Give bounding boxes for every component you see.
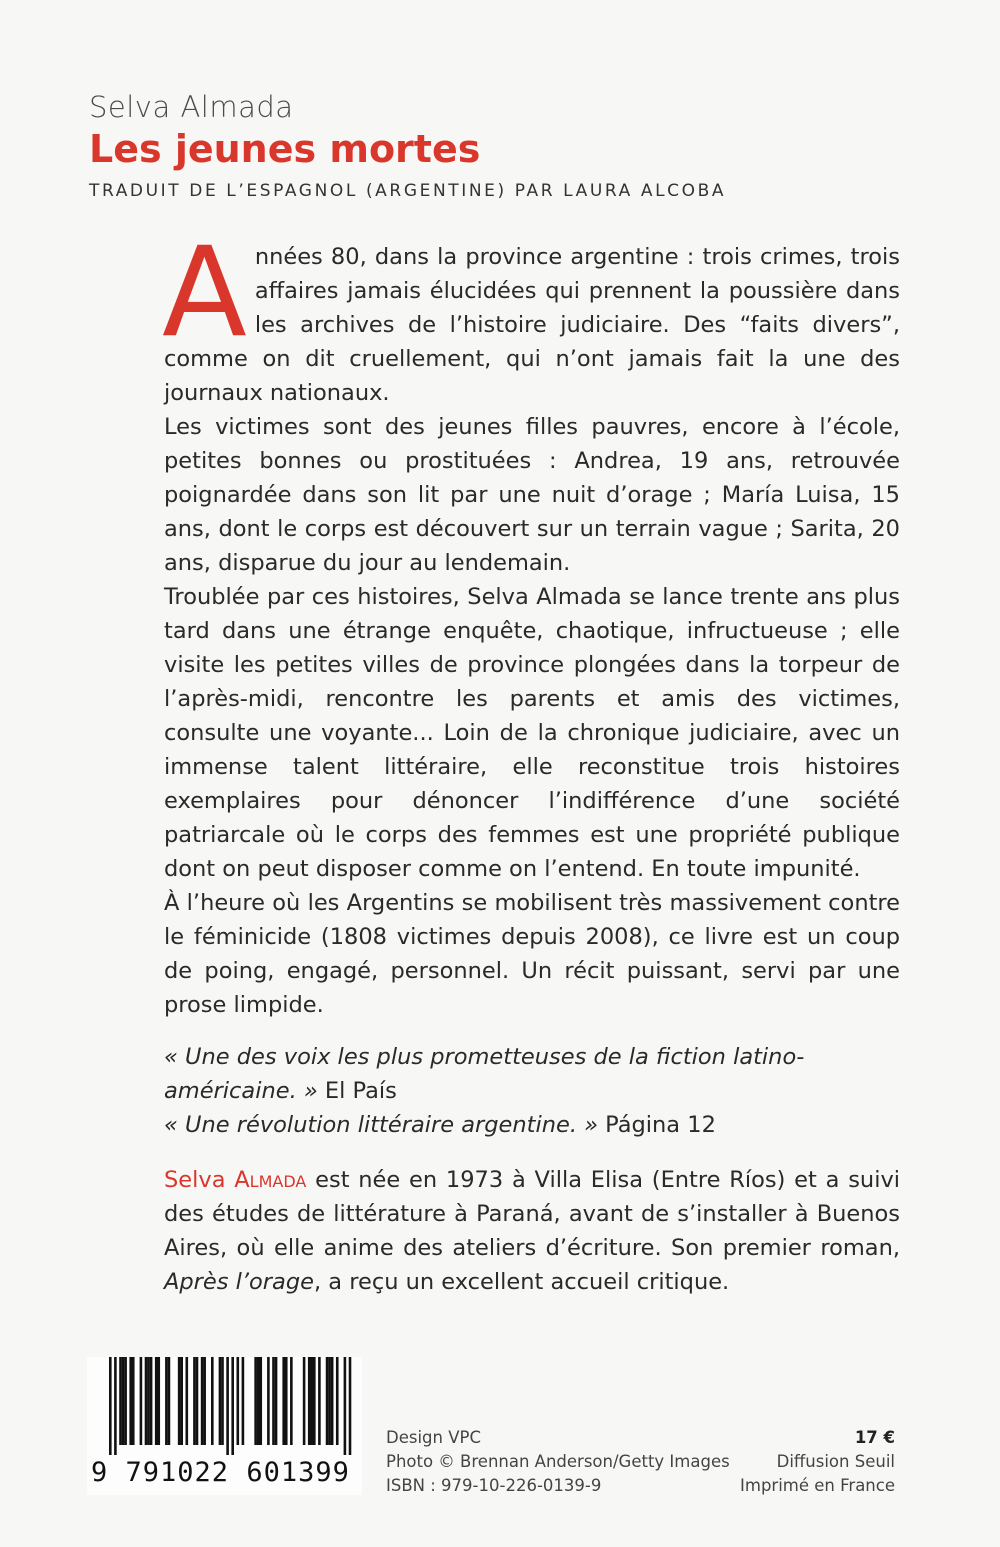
barcode-bar	[219, 1357, 222, 1445]
barcode-bar	[180, 1357, 183, 1445]
photo-credit: Photo © Brennan Anderson/Getty Images	[386, 1452, 730, 1471]
bio-first-name: Selva	[164, 1167, 226, 1193]
barcode	[87, 1357, 362, 1495]
barcode-bar	[155, 1357, 158, 1445]
barcode-bar	[221, 1357, 224, 1445]
summary-paragraph-2: Les victimes sont des jeunes filles pauvres, encore à l’école, petites bonnes ou prostituées : Andrea, 19 ans, retrouvée poignardée dans son lit par une nuit d’orage ; María Luisa, 15 ans, dont le corps est découvert sur un terrain vague ; Sarita, 20 ans, disparue du jour au lendemain.	[164, 414, 900, 576]
press-quote	[164, 1108, 900, 1142]
quote-text: « Une révolution littéraire argentine. »	[164, 1112, 599, 1138]
barcode-bar	[196, 1357, 199, 1445]
price: 17 €	[854, 1428, 895, 1447]
barcode-bar	[303, 1357, 306, 1445]
summary-paragraph-4: À l’heure où les Argentins se mobilisent très massivement contre le féminicide (1808 victimes depuis 2008), ce livre est un coup de poing, engagé, personnel. Un récit puissant, servi par une prose limpide.	[164, 890, 900, 1018]
barcode-bar	[109, 1357, 112, 1455]
barcode-bar	[349, 1357, 352, 1455]
credits	[386, 1426, 730, 1498]
barcode-bar	[326, 1357, 329, 1445]
barcode-bar	[211, 1357, 214, 1445]
barcode-bar	[242, 1357, 245, 1445]
bio-author-name	[164, 1167, 306, 1193]
barcode-bar	[201, 1357, 204, 1445]
barcode-bar	[129, 1357, 132, 1445]
author-name: Selva Almada	[89, 90, 294, 124]
bio-text-end: , a reçu un excellent accueil critique.	[313, 1269, 730, 1295]
barcode-bar	[132, 1357, 135, 1445]
bio-last-name: Almada	[234, 1167, 307, 1193]
press-quotes	[164, 1040, 900, 1142]
barcode-bar	[147, 1357, 150, 1445]
barcode-bars	[87, 1357, 362, 1455]
summary-text	[162, 221, 900, 1022]
barcode-group-1: 791022	[125, 1457, 230, 1488]
barcode-bar	[267, 1357, 270, 1445]
barcode-bar	[272, 1357, 275, 1445]
barcode-digits	[91, 1457, 350, 1488]
barcode-bar	[318, 1357, 321, 1445]
drop-cap: A	[162, 221, 247, 365]
barcode-bar	[186, 1357, 189, 1445]
barcode-bar	[124, 1357, 127, 1445]
translator-line: TRADUIT DE L’ESPAGNOL (ARGENTINE) PAR LAURA ALCOBA	[89, 181, 727, 201]
summary-paragraph-1	[162, 221, 900, 410]
barcode-bar	[231, 1357, 234, 1455]
barcode-bar	[165, 1357, 168, 1445]
barcode-bar	[313, 1357, 316, 1445]
bio-paragraph	[164, 1163, 900, 1299]
barcode-bar	[285, 1357, 288, 1445]
barcode-bar	[150, 1357, 153, 1445]
barcode-bar	[310, 1357, 313, 1445]
barcode-bar	[237, 1357, 240, 1445]
barcode-bar	[257, 1357, 260, 1445]
author-bio	[164, 1163, 900, 1299]
barcode-bar	[282, 1357, 285, 1445]
distribution: Diffusion Seuil	[776, 1452, 895, 1471]
barcode-bar	[328, 1357, 331, 1445]
paragraph-1-text: nnées 80, dans la province argentine : trois crimes, trois affaires jamais élucidées qui prennent la poussière dans les archives de l’histoire judiciaire. Des “faits divers”, comme on dit cruellement, qui n’ont jamais fait la une des journaux nationaux.	[164, 244, 900, 406]
design-credit: Design VPC	[386, 1428, 481, 1447]
barcode-bar	[275, 1357, 278, 1445]
press-quote	[164, 1040, 900, 1108]
barcode-bar	[259, 1357, 262, 1445]
quote-text: « Une des voix les plus prometteuses de la fiction latino-américaine. »	[164, 1044, 805, 1104]
barcode-bar	[145, 1357, 148, 1445]
printed-in: Imprimé en France	[740, 1476, 895, 1495]
barcode-bar	[178, 1357, 181, 1445]
isbn: ISBN : 979-10-226-0139-9	[386, 1476, 602, 1495]
barcode-bar	[122, 1357, 125, 1445]
barcode-bar	[203, 1357, 206, 1445]
barcode-bar	[344, 1357, 347, 1455]
book-title: Les jeunes mortes	[89, 127, 481, 171]
barcode-bar	[193, 1357, 196, 1445]
barcode-group-2: 601399	[246, 1457, 350, 1488]
summary-paragraph-3: Troublée par ces histoires, Selva Almada se lance trente ans plus tard dans une étrange enquête, chaotique, infructueuse ; elle visite les petites villes de province plongées dans la torpeur de l’après-midi, rencontre les parents et amis des victimes, consulte une voyante... Loin de la chronique judiciaire, avec un immense talent littéraire, elle reconstitue trois histoires exemplaires pour dénoncer l’indifférence d’une société patriarcale où le corps des femmes est une propriété publique dont on peut disposer comme on l’entend. En toute impunité.	[164, 584, 900, 882]
publisher-info	[740, 1426, 895, 1498]
barcode-bar	[119, 1357, 122, 1445]
barcode-bar	[168, 1357, 171, 1445]
barcode-bar	[290, 1357, 293, 1445]
barcode-first-digit: 9	[91, 1457, 109, 1488]
barcode-bar	[226, 1357, 229, 1455]
bio-text: est née en 1973 à Villa Elisa (Entre Ríos) et a suivi des études de littérature à Paraná, avant de s’installer à Buenos Aires, où elle anime des ateliers d’écriture. Son premier roman,	[164, 1167, 901, 1261]
barcode-bar	[331, 1357, 334, 1445]
quote-source: Página 12	[605, 1112, 716, 1138]
novel-title: Après l’orage	[164, 1269, 314, 1295]
barcode-bar	[308, 1357, 311, 1445]
barcode-bar	[336, 1357, 339, 1445]
barcode-bar	[114, 1357, 117, 1455]
barcode-bar	[157, 1357, 160, 1445]
barcode-bar	[254, 1357, 257, 1445]
quote-source: El País	[324, 1078, 397, 1104]
barcode-bar	[140, 1357, 143, 1445]
